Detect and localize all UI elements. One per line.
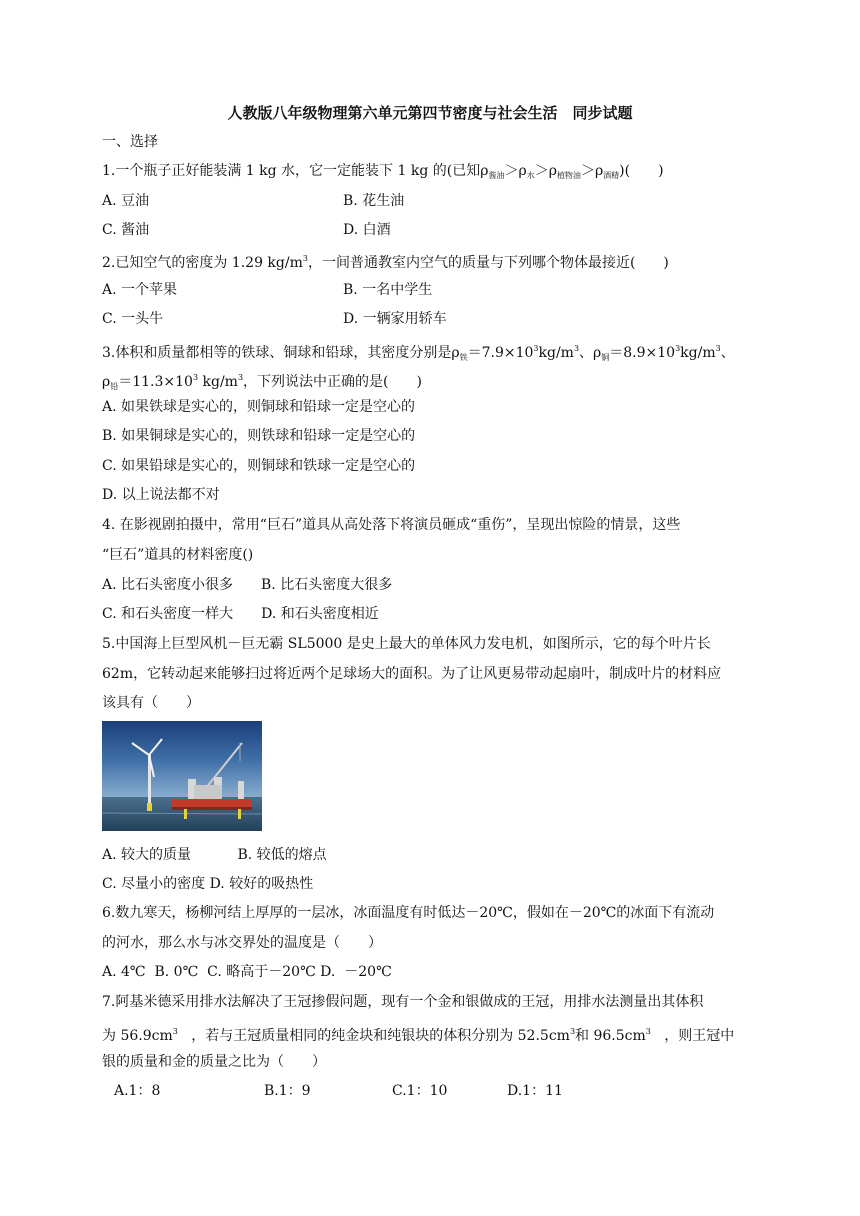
q4-options-ab: A. 比石头密度小很多 B. 比石头密度大很多 [102, 577, 393, 593]
q2-option-c: C. 一头牛 [102, 311, 164, 327]
q2-option-b: B. 一名中学生 [343, 282, 433, 298]
q7-option-a: A.1：8 [114, 1083, 161, 1099]
q7-option-d: D.1：11 [507, 1083, 563, 1099]
q5-options-ab: A. 较大的质量 B. 较低的熔点 [102, 847, 327, 863]
q7-option-b: B.1：9 [264, 1083, 311, 1099]
question-5-stem-line1: 5.中国海上巨型风机－巨无霸 SL5000 是史上最大的单体风力发电机，如图所示，它的每个叶片长 [102, 636, 711, 652]
question-7-stem-line1: 7.阿基米德采用排水法解决了王冠掺假问题，现有一个金和银做成的王冠，用排水法测量出其体积 [102, 994, 704, 1010]
q3-option-a: A. 如果铁球是实心的，则铜球和铅球一定是空心的 [102, 399, 416, 415]
question-5-stem-line3: 该具有（ ） [102, 695, 200, 711]
q3-option-c: C. 如果铅球是实心的，则铜球和铁球一定是空心的 [102, 458, 416, 474]
question-3-stem-line2: $\rho_铅=11.3\times 10^3$ $kg/m^3$，下列说法中正确的是( ) [102, 373, 422, 391]
question-4-stem-line2: “巨石”道具的材料密度() [102, 547, 254, 563]
q2-option-d: D. 一辆家用轿车 [343, 311, 447, 327]
question-3-stem-line1: 3.体积和质量都相等的铁球、铜球和铅球，其密度分别是$\rho_铁=7.9\times 10^3kg/m^3$、$\rho_铜=8.9\times 10^3kg/m^3$、 [102, 344, 735, 362]
question-7-stem-line3: 银的质量和金的质量之比为（ ） [102, 1054, 326, 1070]
question-4-stem-line1: 4. 在影视剧拍摄中，常用“巨石”道具从高处落下将演员砸成“重伤”，呈现出惊险的情景，这些 [102, 517, 681, 533]
document-title: 人教版八年级物理第六单元第四节密度与社会生活 同步试题 [227, 104, 633, 122]
section-heading: 一、选择 [102, 134, 158, 150]
q3-option-b: B. 如果铜球是实心的，则铁球和铅球一定是空心的 [102, 428, 416, 444]
question-6-stem-line1: 6.数九寒天，杨柳河结上厚厚的一层冰，冰面温度有时低达－20℃，假如在－20℃的冰面下有流动 [102, 905, 715, 921]
q1-option-c: C. 酱油 [102, 222, 150, 238]
question-6-stem-line2: 的河水，那么水与冰交界处的温度是（ ） [102, 935, 382, 951]
q4-options-cd: C. 和石头密度一样大 D. 和石头密度相近 [102, 606, 379, 622]
q1-option-a: A. 豆油 [102, 193, 150, 209]
q1-option-d: D. 白酒 [343, 222, 391, 238]
question-1-stem: 1.一个瓶子正好能装满 1 kg 水，它一定能装下 1 kg 的(已知$\rho_{酱油}>\rho_水>\rho_{植物油}>\rho_{酒精}$)( ) [102, 163, 664, 180]
q2-option-a: A. 一个苹果 [102, 282, 178, 298]
q3-option-d: D. 以上说法都不对 [102, 487, 220, 503]
question-5-stem-line2: 62m，它转动起来能够扫过将近两个足球场大的面积。为了让风更易带动起扇叶，制成叶片的材料应 [102, 666, 722, 682]
q5-options-cd: C. 尽量小的密度 D. 较好的吸热性 [102, 876, 314, 892]
q6-options: A. 4℃ B. 0℃ C. 略高于－20℃ D. －20℃ [102, 964, 392, 980]
question-7-stem-line2: 为 $56.9cm^3$ ，若与王冠质量相同的纯金块和纯银块的体积分别为 $52.5cm^3$和 $96.5cm^3$ ，则王冠中 [102, 1027, 735, 1044]
wind-turbine-photo [102, 721, 265, 831]
q1-option-b: B. 花生油 [343, 193, 405, 209]
q7-option-c: C.1：10 [392, 1083, 448, 1099]
question-2-stem: 2.已知空气的密度为 1.29 $kg/m^3$，一间普通教室内空气的质量与下列哪个物体最接近( ) [102, 254, 669, 271]
